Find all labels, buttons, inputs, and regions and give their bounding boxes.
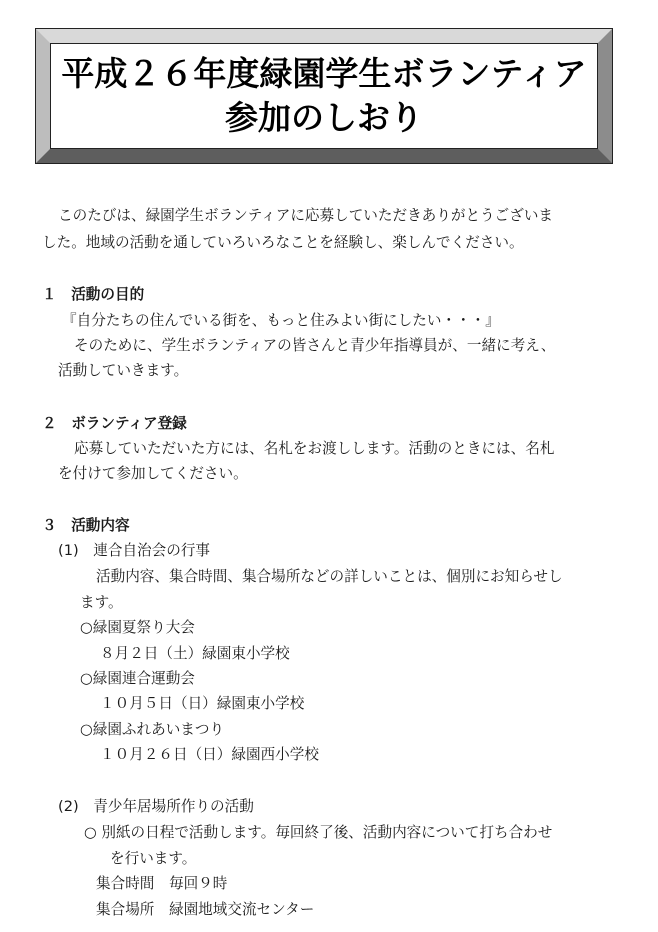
meeting-time: 集合時間 毎回９時: [96, 875, 228, 892]
subsection-2-desc-1: ○ 別紙の日程で活動します。毎回終了後、活動内容について打ち合わせ: [84, 824, 553, 841]
event-date: １０月５日（日）緑園東小学校: [100, 695, 305, 712]
title-line-1: 平成２６年度緑園学生ボランティア: [61, 54, 587, 93]
subsection-2-desc-2: を行います。: [110, 850, 197, 867]
section-1-body-2: 活動していきます。: [58, 362, 189, 379]
section-2-heading: ２ ボランティア登録: [42, 415, 187, 432]
meeting-place: 集合場所 緑園地域交流センター: [96, 901, 315, 918]
section-3-heading: ３ 活動内容: [42, 517, 130, 534]
intro-line-1: このたびは、緑園学生ボランティアに応募していただきありがとうございま: [58, 207, 554, 224]
event-date: ８月２日（土）緑園東小学校: [100, 645, 290, 662]
section-1-heading: １ 活動の目的: [42, 286, 145, 303]
section-1-quote: 『自分たちの住んでいる街を、もっと住みよい街にしたい・・・』: [62, 312, 500, 329]
title-box: [36, 29, 612, 163]
intro-line-2: した。地域の活動を通していろいろなことを経験し、楽しんでください。: [42, 234, 524, 251]
section-2-body-1: 応募していただいた方には、名札をお渡しします。活動のときには、名札: [74, 440, 555, 457]
event-name: ○緑園ふれあいまつり: [80, 721, 225, 738]
event-name: ○緑園連合運動会: [80, 670, 195, 687]
event-date: １０月２６日（日）緑園西小学校: [100, 746, 319, 763]
subsection-1-desc-1: 活動内容、集合時間、集合場所などの詳しいことは、個別にお知らせし: [96, 568, 563, 585]
subsection-2-title: (2) 青少年居場所作りの活動: [58, 798, 254, 815]
subsection-1-desc-2: ます。: [80, 594, 123, 611]
subsection-1-title: (1) 連合自治会の行事: [58, 542, 211, 559]
section-2-body-2: を付けて参加してください。: [58, 465, 248, 482]
title-inner: [50, 43, 598, 149]
event-name: ○緑園夏祭り大会: [80, 619, 195, 636]
title-line-2: 参加のしおり: [225, 98, 423, 137]
section-1-body-1: そのために、学生ボランティアの皆さんと青少年指導員が、一緒に考え、: [74, 337, 556, 354]
